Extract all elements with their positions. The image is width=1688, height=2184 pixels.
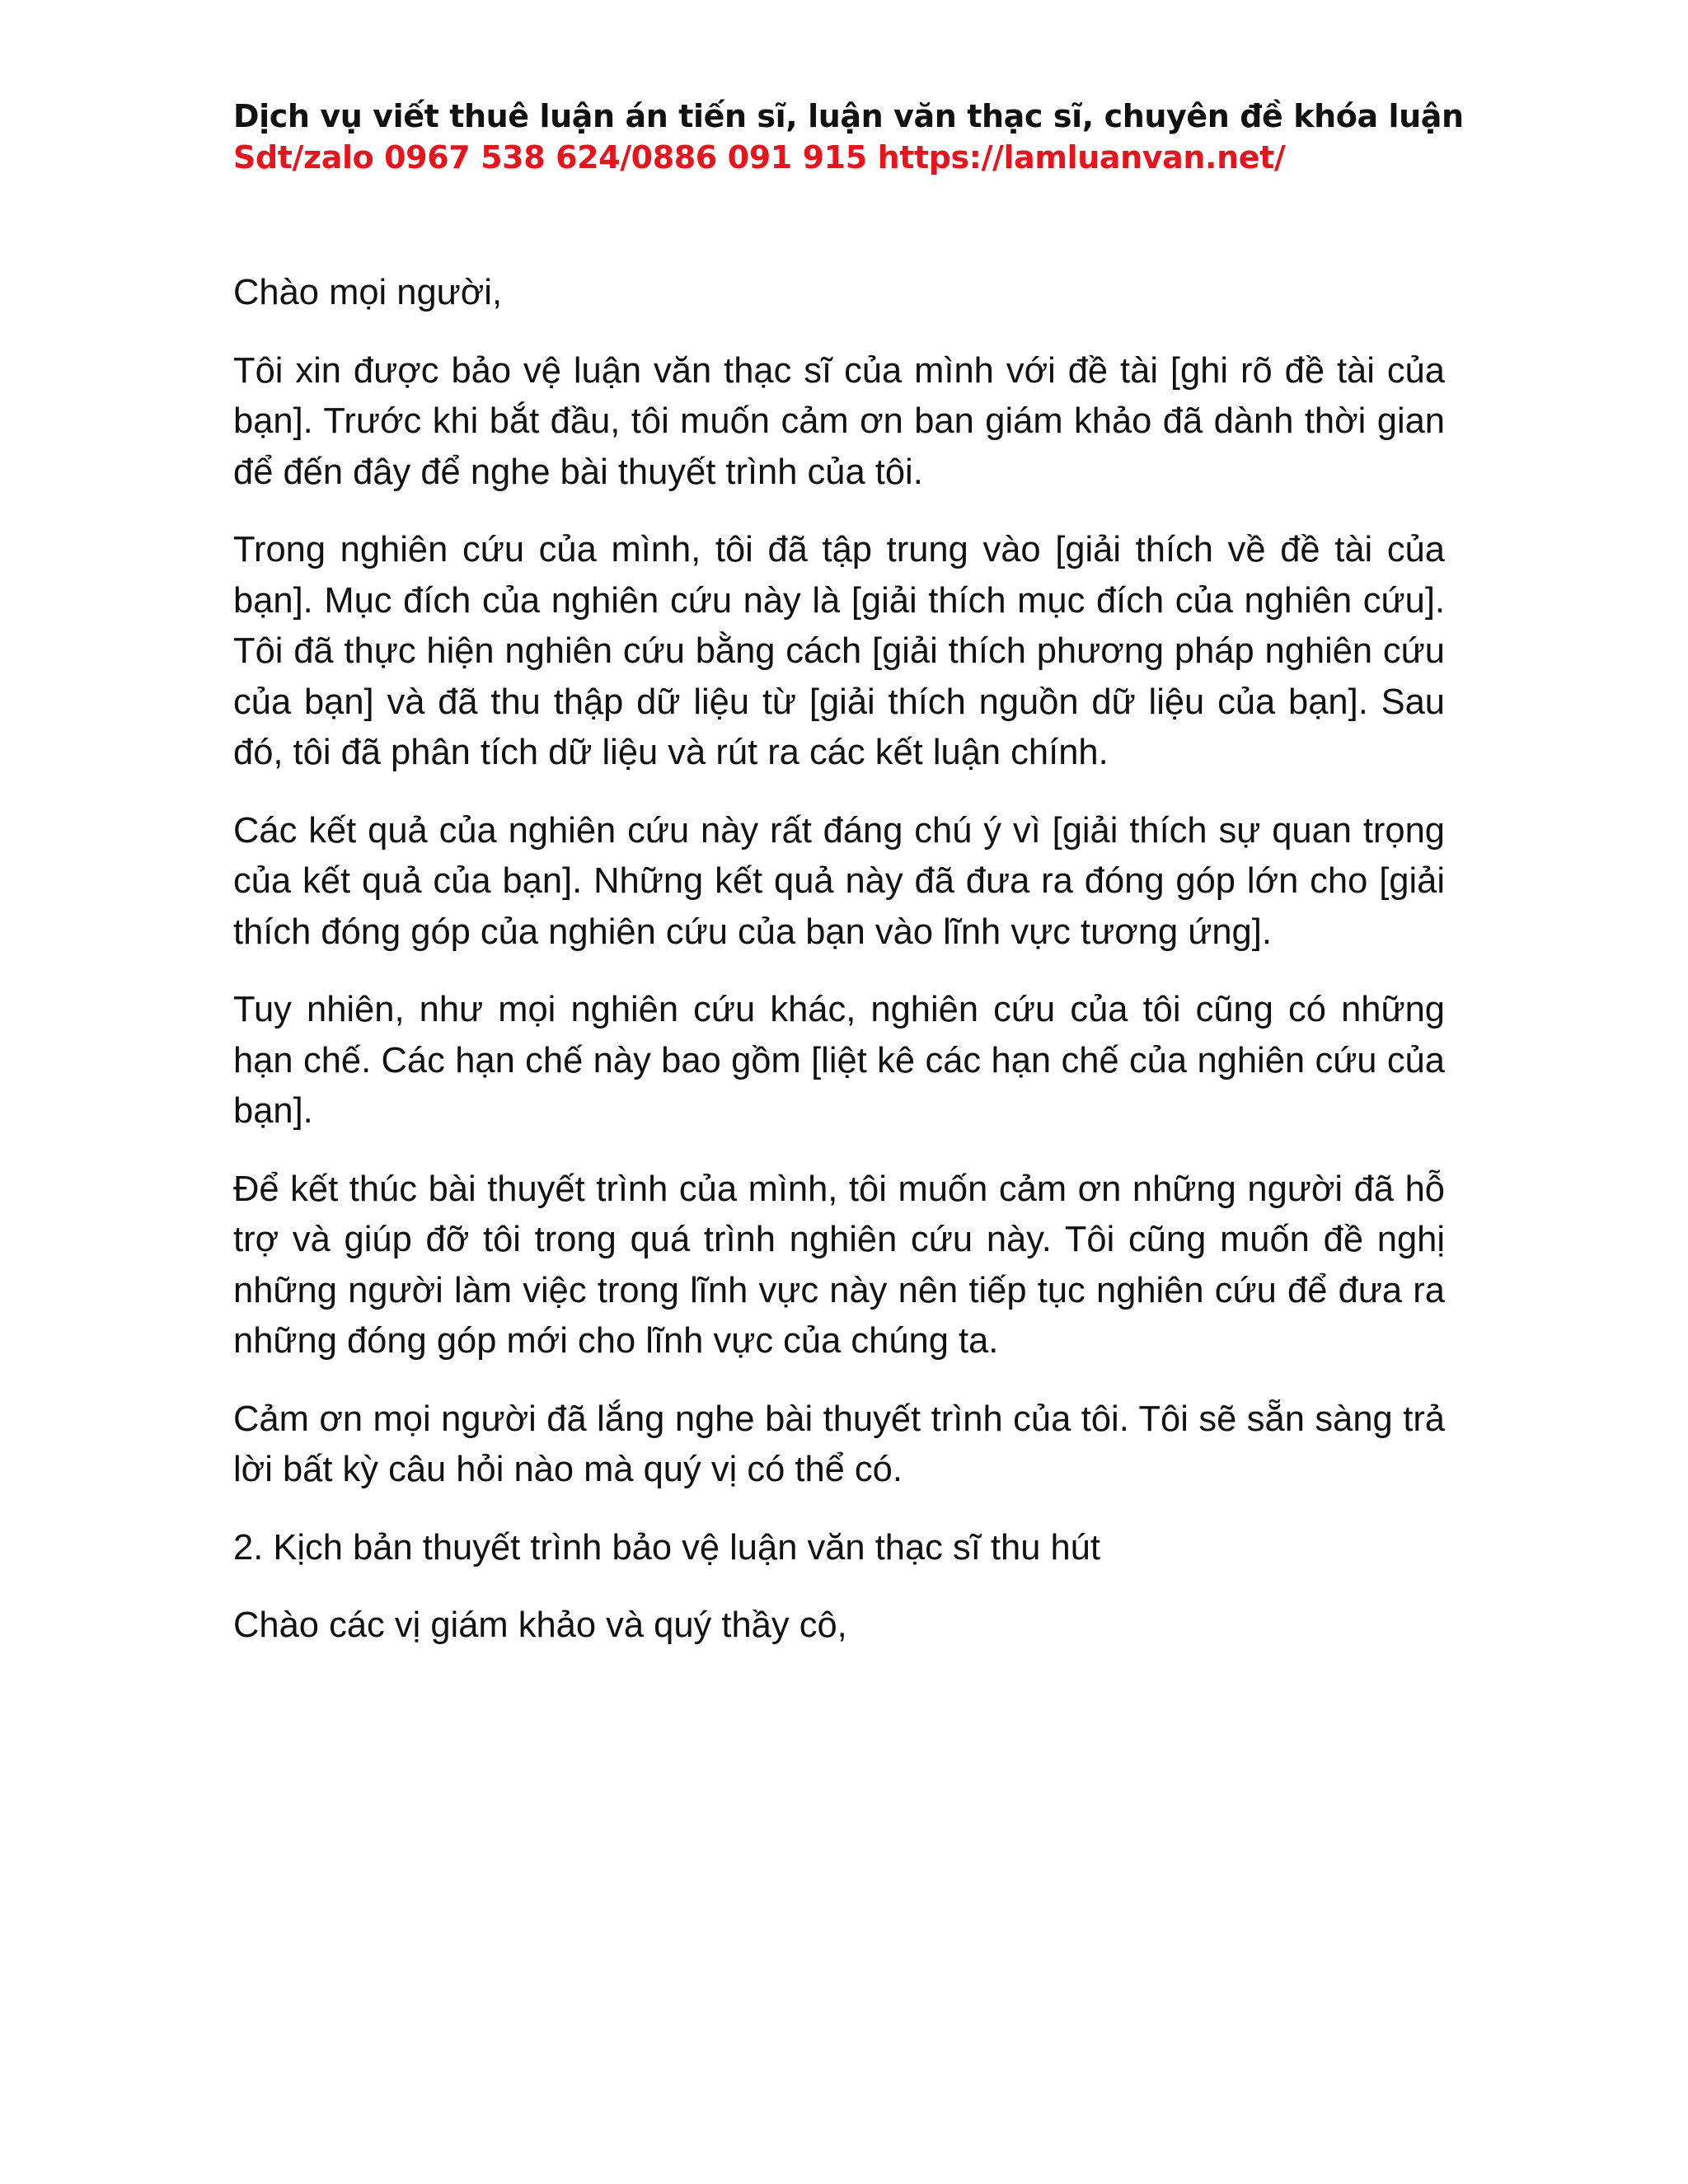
paragraph-research: Trong nghiên cứu của mình, tôi đã tập trung vào [giải thích về đề tài của bạn]. Mục đích của nghiên cứu này là [giải thích mục đích của nghiên cứu]. Tôi đã thực hiện nghiên cứu bằng cách [giải thích phương pháp nghiên cứu của bạn] và đã thu thập dữ liệu từ [giải thích nguồn dữ liệu của bạn]. Sau đó, tôi đã phân tích dữ liệu và rút ra các kết luận chính.	[233, 530, 1445, 772]
paragraph-limitations: Tuy nhiên, như mọi nghiên cứu khác, nghiên cứu của tôi cũng có những hạn chế. Các hạn chế này bao gồm [liệt kê các hạn chế của nghiên cứu của bạn].	[233, 990, 1445, 1131]
paragraph-greeting-2: Chào các vị giám khảo và quý thầy cô,	[233, 1605, 847, 1645]
header-title: Dịch vụ viết thuê luận án tiến sĩ, luận văn thạc sĩ, chuyên đề khóa luận	[233, 98, 1464, 134]
section-heading: 2. Kịch bản thuyết trình bảo vệ luận văn thạc sĩ thu hút	[233, 1527, 1100, 1568]
paragraph-greeting: Chào mọi người,	[233, 273, 503, 312]
paragraph-conclusion: Để kết thúc bài thuyết trình của mình, tôi muốn cảm ơn những người đã hỗ trợ và giúp đỡ tôi trong quá trình nghiên cứu này. Tôi cũng muốn đề nghị những người làm việc trong lĩnh vực này nên tiếp tục nghiên cứu để đưa ra những đóng góp mới cho lĩnh vực của chúng ta.	[233, 1169, 1445, 1361]
page-header	[233, 96, 1470, 178]
document-body	[233, 268, 1445, 1679]
paragraph-results: Các kết quả của nghiên cứu này rất đáng chú ý vì [giải thích sự quan trọng của kết quả của bạn]. Những kết quả này đã đưa ra đóng góp lớn cho [giải thích đóng góp của nghiên cứu của bạn vào lĩnh vực tương ứng].	[233, 810, 1445, 952]
paragraph-thanks: Cảm ơn mọi người đã lắng nghe bài thuyết trình của tôi. Tôi sẽ sẵn sàng trả lời bất kỳ câu hỏi nào mà quý vị có thể có.	[233, 1399, 1445, 1489]
header-contact: Sdt/zalo 0967 538 624/0886 091 915 https://lamluanvan.net/	[233, 139, 1286, 176]
paragraph-intro: Tôi xin được bảo vệ luận văn thạc sĩ của mình với đề tài [ghi rõ đề tài của bạn]. Trước khi bắt đầu, tôi muốn cảm ơn ban giám khảo đã dành thời gian để đến đây để nghe bài thuyết trình của tôi.	[233, 350, 1445, 492]
